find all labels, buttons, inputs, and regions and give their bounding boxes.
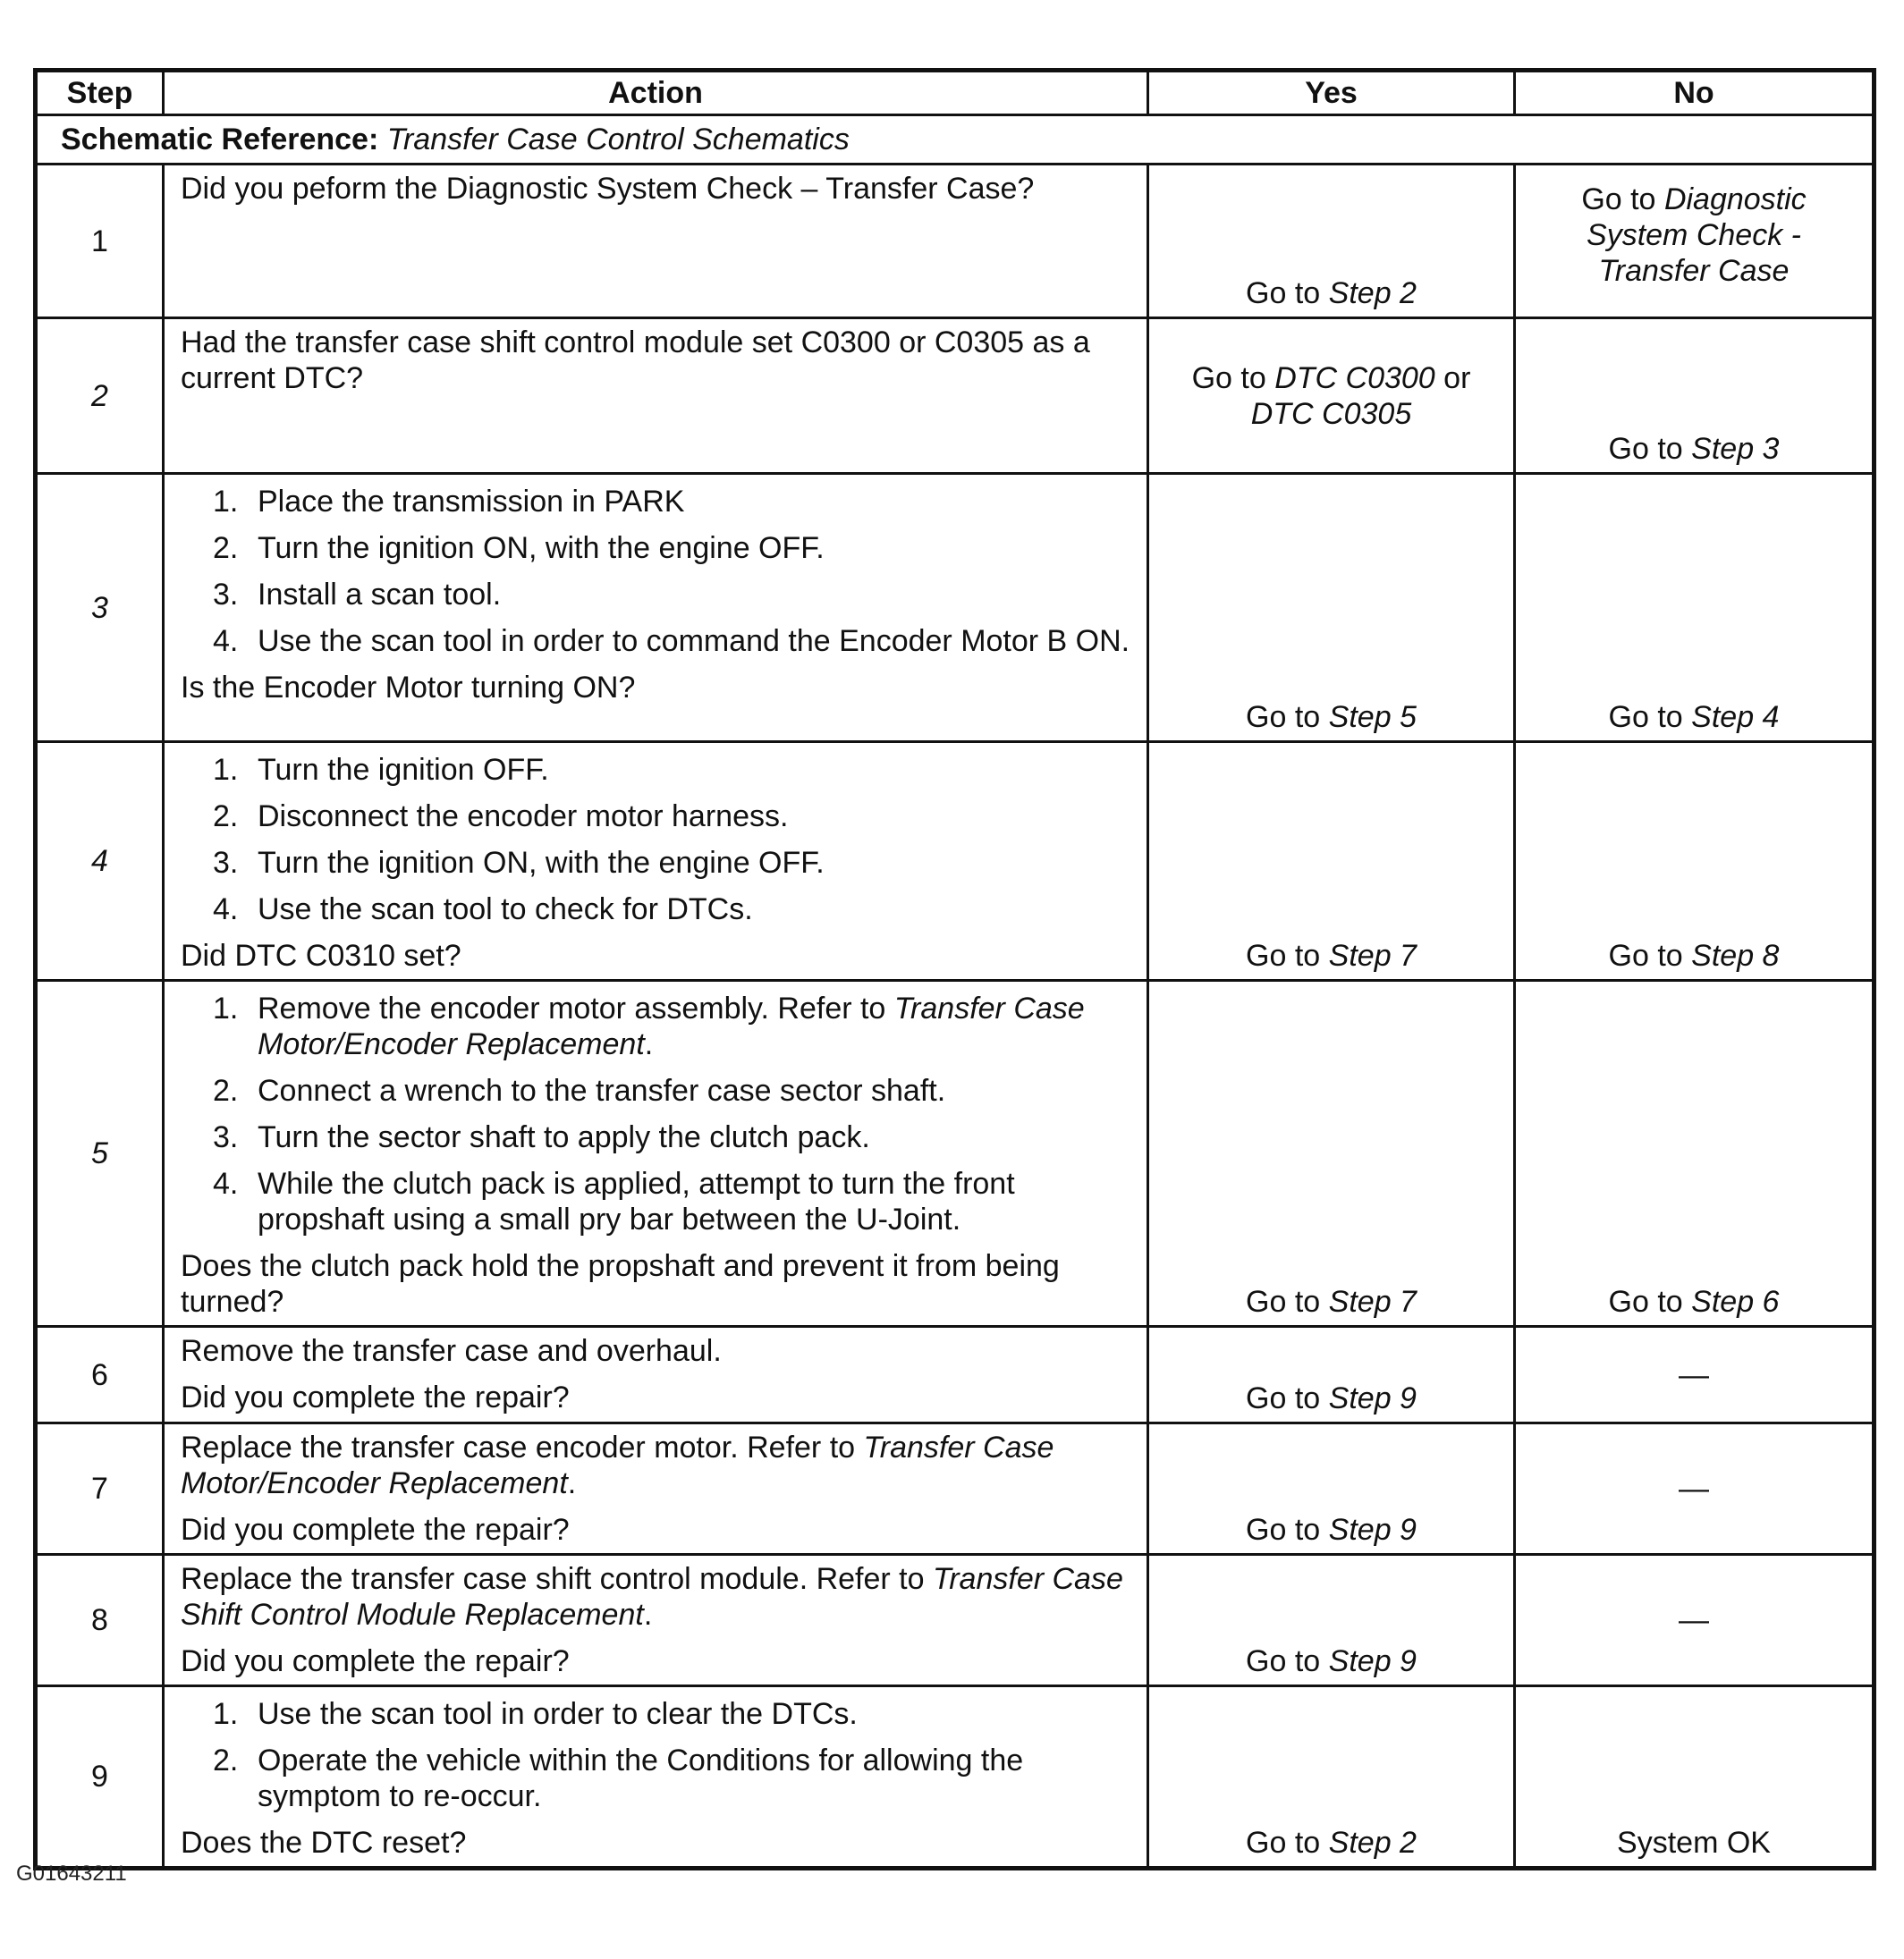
step-number: 5 bbox=[36, 981, 164, 1327]
list-item: 2. Turn the ignition ON, with the engine OFF. bbox=[213, 531, 825, 565]
reference-link[interactable]: Transfer Case Motor/Encoder Replacement bbox=[181, 1431, 1054, 1500]
action-list bbox=[181, 484, 1134, 659]
step-number: 1 bbox=[36, 165, 164, 318]
step-number: 7 bbox=[36, 1423, 164, 1555]
yes-answer[interactable]: Go to Step 2 bbox=[1246, 1826, 1417, 1860]
step-number: 8 bbox=[36, 1555, 164, 1686]
list-item: 1. Remove the encoder motor assembly. Refer to Transfer Case Motor/Encoder Replacement. bbox=[213, 992, 1085, 1061]
action-question: Did you complete the repair? bbox=[181, 1381, 570, 1414]
action-text: Did you peform the Diagnostic System Check – Transfer Case? bbox=[181, 172, 1035, 206]
action-list bbox=[181, 991, 1134, 1237]
no-answer[interactable]: Go to Step 4 bbox=[1608, 700, 1780, 734]
yes-answer[interactable]: Go to Step 7 bbox=[1246, 1285, 1417, 1319]
action-text: Replace the transfer case shift control module. Refer to bbox=[181, 1562, 925, 1596]
no-answer-dash: — bbox=[1679, 1603, 1709, 1637]
action-question: Did DTC C0310 set? bbox=[181, 939, 461, 973]
header-step: Step bbox=[36, 71, 164, 115]
no-answer[interactable]: Go to Step 6 bbox=[1608, 1285, 1780, 1319]
no-answer: System OK bbox=[1617, 1826, 1771, 1860]
no-answer[interactable]: Go to Step 8 bbox=[1608, 939, 1780, 973]
action-question: Is the Encoder Motor turning ON? bbox=[181, 671, 636, 705]
yes-answer[interactable]: Go to Step 2 bbox=[1246, 276, 1417, 310]
list-item: 1. Place the transmission in PARK bbox=[213, 485, 685, 519]
no-answer[interactable]: Go to Diagnostic System Check - Transfer Case bbox=[1581, 182, 1807, 288]
header-action: Action bbox=[164, 71, 1148, 115]
list-item: 1. Turn the ignition OFF. bbox=[213, 753, 549, 787]
reference-link[interactable]: Transfer Case Motor/Encoder Replacement bbox=[258, 992, 1085, 1061]
no-answer[interactable]: Go to Step 3 bbox=[1608, 432, 1780, 466]
list-item: 4. Use the scan tool to check for DTCs. bbox=[213, 892, 753, 926]
yes-answer[interactable]: Go to Step 9 bbox=[1246, 1644, 1417, 1678]
action-list bbox=[181, 1696, 1134, 1814]
step-number: 9 bbox=[36, 1686, 164, 1869]
list-item: 2. Disconnect the encoder motor harness. bbox=[213, 799, 789, 833]
table-row-step-1 bbox=[36, 165, 1874, 318]
table-row-step-7: 7 Replace the transfer case encoder motor. Refer to Transfer Case Motor/Encoder Replacement. Did you complete the repair? Go to Step 9 — bbox=[36, 1423, 1874, 1555]
list-item: 3. Turn the ignition ON, with the engine OFF. bbox=[213, 846, 825, 880]
schematic-reference-label: Schematic Reference: bbox=[61, 122, 379, 156]
table-row-step-9 bbox=[36, 1686, 1874, 1869]
schematic-reference-link[interactable]: Transfer Case Control Schematics bbox=[386, 122, 850, 156]
list-item: 1. Use the scan tool in order to clear the DTCs. bbox=[213, 1697, 858, 1731]
figure-id: G01643211 bbox=[16, 1862, 127, 1886]
no-answer-dash: — bbox=[1679, 1357, 1709, 1392]
step-number: 3 bbox=[36, 474, 164, 742]
action-question: Does the clutch pack hold the propshaft and prevent it from being turned? bbox=[181, 1249, 1060, 1319]
table-row-step-8: 8 Replace the transfer case shift control module. Refer to Transfer Case Shift Control Module Replacement. Did you complete the repair? Go to Step 9 — bbox=[36, 1555, 1874, 1686]
schematic-reference-row bbox=[36, 115, 1874, 165]
diagnostic-table bbox=[33, 68, 1876, 1870]
header-no: No bbox=[1515, 71, 1874, 115]
action-question: Did you complete the repair? bbox=[181, 1644, 570, 1678]
header-yes: Yes bbox=[1148, 71, 1515, 115]
yes-answer[interactable]: Go to Step 5 bbox=[1246, 700, 1417, 734]
action-list bbox=[181, 752, 1134, 927]
step-number: 4 bbox=[36, 742, 164, 981]
action-question: Does the DTC reset? bbox=[181, 1826, 467, 1860]
table-row-step-4 bbox=[36, 742, 1874, 981]
list-item: 4. While the clutch pack is applied, attempt to turn the front propshaft using a small pry bar between the U-Joint. bbox=[213, 1167, 1015, 1237]
action-text: Remove the transfer case and overhaul. bbox=[181, 1334, 722, 1368]
list-item: 3. Install a scan tool. bbox=[213, 578, 502, 612]
step-number: 2 bbox=[36, 318, 164, 474]
table-row-step-5 bbox=[36, 981, 1874, 1327]
table-row-step-6 bbox=[36, 1327, 1874, 1423]
step-number: 6 bbox=[36, 1327, 164, 1423]
yes-answer[interactable]: Go to Step 7 bbox=[1246, 939, 1417, 973]
action-text: Had the transfer case shift control module set C0300 or C0305 as a current DTC? bbox=[181, 325, 1090, 395]
list-item: 2. Connect a wrench to the transfer case sector shaft. bbox=[213, 1074, 946, 1108]
table-row-step-2 bbox=[36, 318, 1874, 474]
list-item: 4. Use the scan tool in order to command the Encoder Motor B ON. bbox=[213, 624, 1130, 658]
action-text: Replace the transfer case encoder motor. Refer to bbox=[181, 1431, 856, 1465]
yes-answer[interactable]: Go to Step 9 bbox=[1246, 1513, 1417, 1547]
yes-answer[interactable]: Go to DTC C0300 or DTC C0305 bbox=[1191, 360, 1471, 431]
reference-link[interactable]: Transfer Case Shift Control Module Replacement bbox=[181, 1562, 1123, 1632]
list-item: 3. Turn the sector shaft to apply the clutch pack. bbox=[213, 1120, 870, 1154]
table-header-row bbox=[36, 71, 1874, 115]
table-row-step-3 bbox=[36, 474, 1874, 742]
yes-answer[interactable]: Go to Step 9 bbox=[1246, 1381, 1417, 1415]
no-answer-dash: — bbox=[1679, 1472, 1709, 1506]
list-item: 2. Operate the vehicle within the Conditions for allowing the symptom to re-occur. bbox=[213, 1744, 1024, 1813]
action-question: Did you complete the repair? bbox=[181, 1513, 570, 1547]
